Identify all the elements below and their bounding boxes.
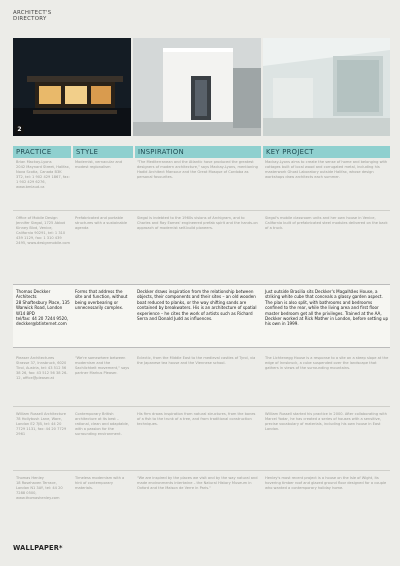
- table-row-featured: [13, 284, 390, 348]
- table-header: [13, 146, 390, 158]
- photo-night-house: [13, 38, 131, 136]
- cell-key-project: Henley's most recent project is a house on the Isle of Wight, its hovering timber roof and glazed ground floor designed for a couple who wanted a contemporary holiday home.: [265, 476, 387, 491]
- cell-style: Timeless modernism with a hint of contemporary materials.: [75, 476, 125, 491]
- cell-key-project: Siegal's mobile classroom units and her own house in Venice, California built of prefabricated steel modules delivered on the back of a truck.: [265, 216, 388, 231]
- cell-key-project: Just outside Brasilia sits Deckker's Magalhães House, a striking white cube that conceals a glassy garden aspect. The plan is also split, with bathrooms and bedrooms confined to the rear, while the living area and first floor master bedroom get all the privileges. Trained at the AA, Deckker worked at Rick Mather in London, before setting up his own in 1999.: [265, 289, 389, 327]
- cell-practice: Thomas Deckker Architects 28 Shaftesbury Place, 135 Warwick Road, London W14 8PD tel/fax: 44 20 7244 9520, deckker@btinternet.com: [16, 289, 70, 327]
- cell-practice: Brian Mackay-Lyons 2042 Maynard Street, Halifax, Nova Scotia, Canada B3K 3T2, tel: 1 902 429 1867, fax: 1 902 429 6276, www.bmlaud.ca: [16, 160, 70, 190]
- header-practice: PRACTICE: [13, 146, 71, 158]
- photo-interior: [263, 38, 390, 136]
- night-house-illustration: [13, 38, 131, 136]
- cell-inspiration: "We are inspired by the places we visit and by the way natural and made environments intertwine – the Natural History Museum in Oxford and the Maison de Verre in Paris.": [137, 476, 258, 491]
- cell-key-project: William Russell started his practice in 2000. After collaborating with Marcel Yodar, he has created a series of houses with a sensitive, precise vocabulary of materials, including his own house in East London.: [265, 412, 387, 432]
- cell-inspiration: His firm draws inspiration from natural structures, from the bones of a fish to the trunk of a tree, and from traditional construction techniques.: [137, 412, 256, 427]
- header-key-project: KEY PROJECT: [263, 146, 390, 158]
- photo-white-cube: [133, 38, 261, 136]
- magazine-footer-logo: WALLPAPER*: [13, 544, 63, 552]
- cell-style: "We're somewhere between modernism and the Sachlichkeit movement," says partner Markus Pleaser.: [75, 356, 130, 376]
- table-row: [13, 476, 390, 536]
- section-tag-line-1: ARCHITECT'S: [13, 10, 52, 16]
- cell-practice: Office of Mobile Design Jennifer Siegal, 1725 Abbot Kinney Blvd, Venice, California 90291, tel: 1 310 439 1129, fax: 1 310 439 2495, www.designmobile.com: [16, 216, 70, 246]
- cell-inspiration: Deckker draws inspiration from the relationship between objects, their components and their sites – an old wooden boat reduced to planks, or the way shifting sands are contained by breakwaters. His is an architecture of spatial experience – he cites the work of artists such as Richard Serra and Donald Judd as influences.: [137, 289, 257, 322]
- table-row: [13, 216, 390, 264]
- cell-style: Modernist, vernacular and modest regionalism: [75, 160, 123, 170]
- row-divider: [13, 210, 390, 211]
- header-style: STYLE: [73, 146, 133, 158]
- cell-practice: Pleaser Architectures Strasse 37, Innsbruck, 6020 Tirol, Austria, tel: 43 512 56 38 26, fax: 43 512 56 38 26-12, office@pleaser.at: [16, 356, 68, 381]
- cell-style: Prefabricated and portable structures with a sustainable agenda: [75, 216, 128, 231]
- cell-practice: Thomas Henley 18 Rosehaven Terrace, London N1 3AY, tel: 44 20 7288 0500, www.thomashenley.com: [16, 476, 63, 501]
- cell-practice: William Russell Architecture 78 Hollybush Lane, Ware, London E2 7JB, tel: 44 20 7729 1131, fax: 44 20 7729 2961: [16, 412, 67, 437]
- section-tag-line-2: DIRECTORY: [13, 16, 47, 22]
- photo-strip: [13, 38, 390, 136]
- header-inspiration: INSPIRATION: [135, 146, 261, 158]
- white-cube-illustration: [133, 38, 261, 136]
- cell-inspiration: Eclectic, from the Middle East to the medieval castles of Tyrol, via the Japanese tea house and the Viennese school.: [137, 356, 256, 366]
- cell-inspiration: Siegal is indebted to the 1960s visions of Archigram, and to Charles and Ray Eames' engineered prefab spirit and the hands-on approach of modernist self-build pioneers.: [137, 216, 258, 231]
- photo-number-badge: 2: [15, 125, 24, 134]
- table-row: [13, 356, 390, 402]
- row-divider: [13, 470, 390, 471]
- table-row: [13, 412, 390, 466]
- cell-inspiration: "The Mediterranean and the Atlantic have produced the greatest designers of modern architecture," says Mackay-Lyons, mentioning Hadid Architect Mansour and the Great Mosque of Cordoba as personal favourites.: [137, 160, 258, 180]
- section-tag: [13, 10, 52, 22]
- cell-style: Forms that address the site and function, without being overbearing or unnecessarily complex.: [75, 289, 128, 311]
- interior-illustration: [263, 38, 390, 136]
- table-row: [13, 160, 390, 208]
- row-divider: [13, 406, 390, 407]
- cell-style: Contemporary British architecture at its best – rational, clean and adaptable, with a passion for the surrounding environment.: [75, 412, 129, 437]
- cell-key-project: Mackay-Lyons aims to create the sense of home and belonging with cottages built of local wood and corrugated metal, including his masterwork Ghost Laboratory outside Halifax, whose design workshops draw architects each summer.: [265, 160, 388, 180]
- cell-key-project: The Lichtenegg House is a response to a site on a steep slope at the edge of Innsbruck, a cube suspended over the landscape that gathers in views of the surrounding mountains.: [265, 356, 389, 371]
